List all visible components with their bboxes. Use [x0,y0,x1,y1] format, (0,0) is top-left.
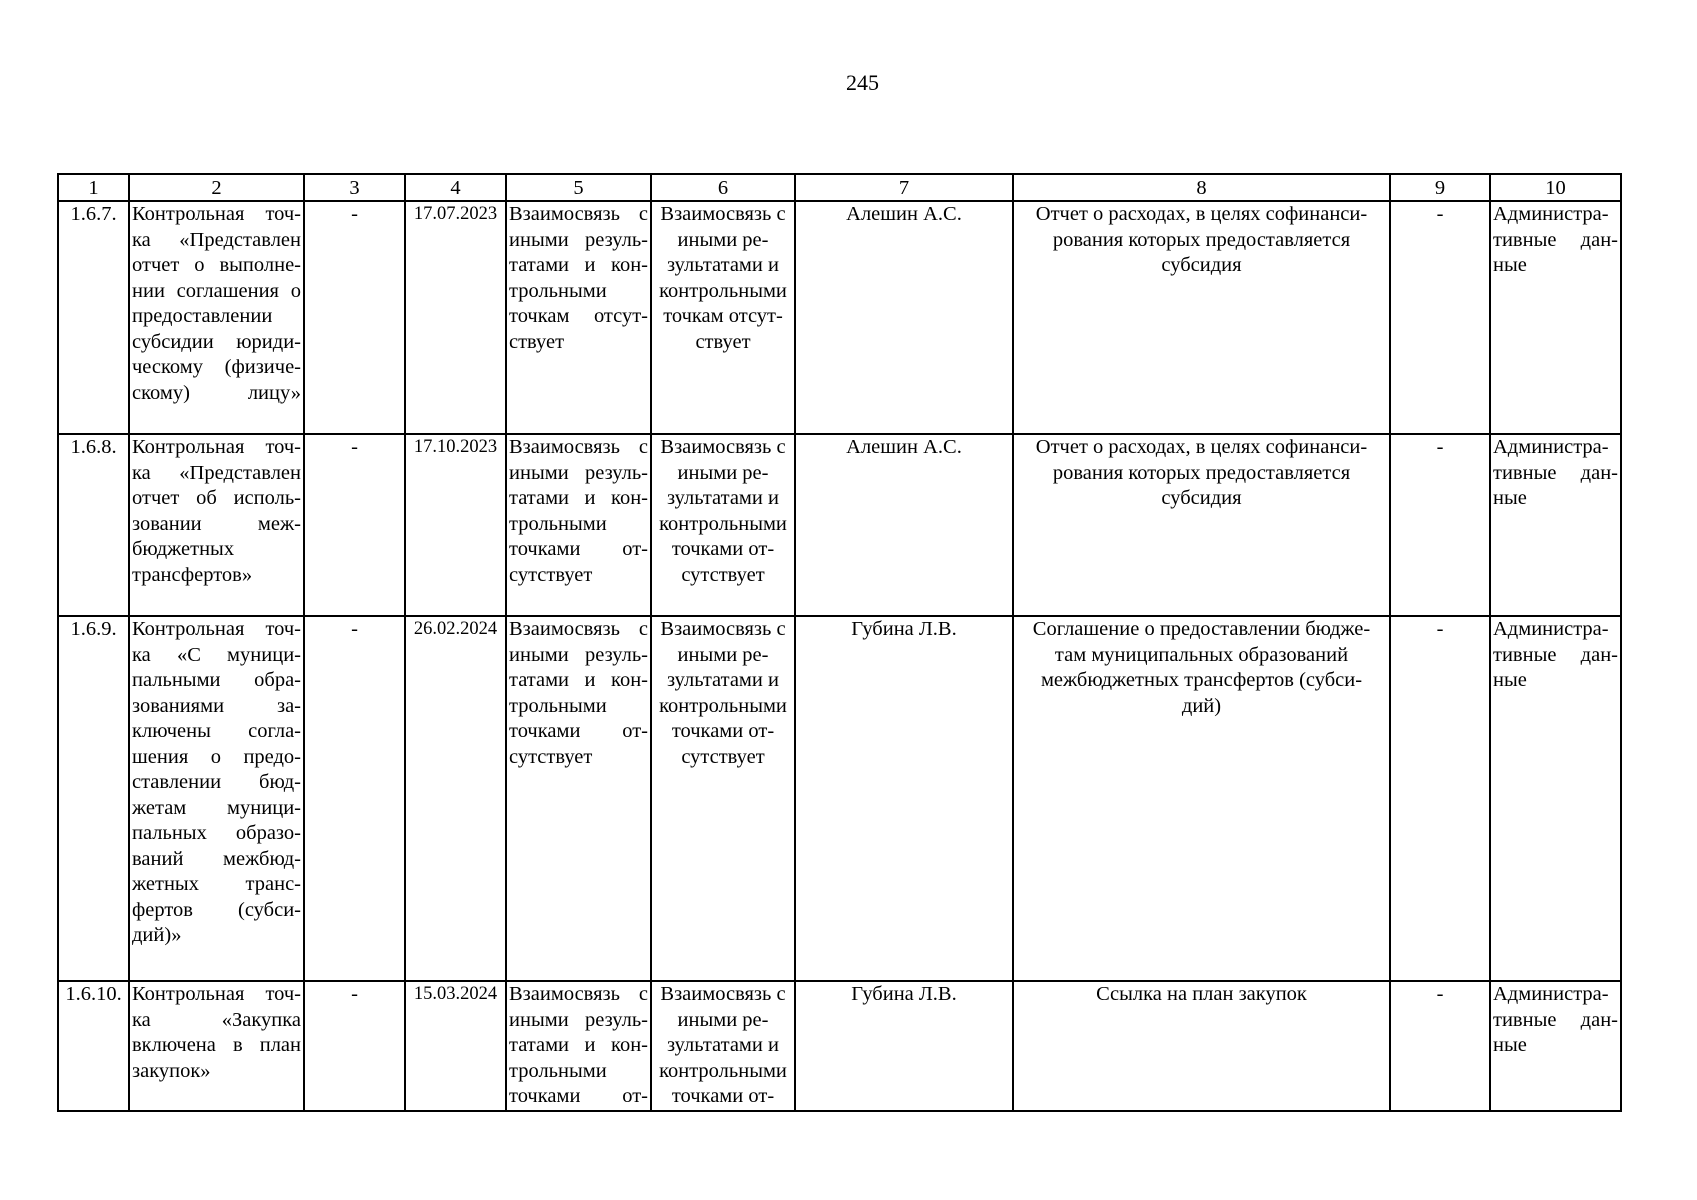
text-line: Администра- [1493,618,1609,640]
text-line: дий) [1181,694,1222,717]
link-results2-cell [651,981,795,1111]
text-line: зованиями за- [132,694,301,717]
text-line: шения о предо- [132,745,301,768]
text-line: Взаимосвязь с [509,436,648,458]
col3-value: - [304,434,405,616]
text-line: иными резуль- [509,461,648,484]
text-line: татами и кон- [509,254,648,276]
text-line: ствует [695,330,751,353]
text-line: дий)» [132,924,182,946]
text-line: субсидия [1161,487,1242,509]
column-header: 6 [651,174,795,201]
due-date: 26.02.2024 [405,616,506,981]
text-line: точками от- [509,538,648,560]
text-line: точками от- [671,720,775,742]
link-results2-cell [651,616,795,981]
text-line: Отчет о расходах, в целях софинанси- [1035,203,1368,225]
text-line: сутствует [681,563,765,586]
text-line: Контрольная точ- [132,203,301,225]
column-header: 8 [1013,174,1390,201]
text-line: тивные дан- [1493,228,1618,251]
text-line: Ссылка на план закупок [1096,983,1307,1005]
text-line: Взаимосвязь с [509,618,648,640]
text-line: контрольными [659,694,787,717]
row-number: 1.6.8. [58,434,129,616]
text-line: зовании меж- [132,512,301,535]
text-line: пальными обра- [132,669,301,691]
text-line: предоставлении [132,305,273,327]
text-line: ка «Представлен [132,461,301,484]
text-line: Администра- [1493,203,1609,225]
text-line: Контрольная точ- [132,618,301,640]
text-line: Взаимосвязь с [509,983,648,1005]
text-line: Контрольная точ- [132,983,301,1005]
text-line: трольными [509,512,607,535]
text-line: Соглашение о предоставлении бюдже- [1032,618,1371,640]
responsible-person: Алешин А.С. [795,201,1013,434]
control-point-name [129,981,304,1111]
responsible-person: Губина Л.В. [795,616,1013,981]
text-line: иными ре- [677,228,769,251]
text-line: Взаимосвязь с [660,436,786,458]
text-line: ные [1493,1034,1527,1056]
text-line: ставлении бюд- [132,771,301,793]
column-header: 10 [1490,174,1621,201]
table-row [58,616,1621,981]
column-header: 2 [129,174,304,201]
document-cell [1013,201,1390,434]
text-line: сутствует [509,745,593,768]
row-number: 1.6.7. [58,201,129,434]
text-line: зультатами и [667,669,779,691]
text-line: татами и кон- [509,1034,648,1056]
col9-value: - [1390,616,1490,981]
text-line: межбюджетных трансфертов (субси- [1040,669,1363,691]
text-line: трольными [509,1059,607,1082]
text-line: скому) лицу» [132,381,301,404]
text-line: ные [1493,254,1527,276]
text-line: ка «Закупка [132,1008,301,1031]
document-cell [1013,616,1390,981]
text-line: трансфертов» [132,563,253,586]
text-line: отчет о выполне- [132,254,301,276]
text-line: ческому (физиче- [132,356,301,378]
text-line: иными ре- [677,643,769,666]
control-point-name [129,434,304,616]
col3-value: - [304,201,405,434]
due-date: 17.10.2023 [405,434,506,616]
responsible-person: Губина Л.В. [795,981,1013,1111]
text-line: субсидия [1161,254,1242,276]
text-line: жетных транс- [132,873,301,895]
column-header: 1 [58,174,129,201]
text-line: ные [1493,487,1527,509]
text-line: рования которых предоставляется [1052,461,1351,484]
text-line: татами и кон- [509,487,648,509]
text-line: субсидии юриди- [132,330,301,353]
text-line: фертов (субси- [132,898,301,921]
text-line: точками от- [671,538,775,560]
link-results-cell [506,434,651,616]
text-line: иными ре- [677,461,769,484]
column-header: 5 [506,174,651,201]
due-date: 17.07.2023 [405,201,506,434]
text-line: Администра- [1493,436,1609,458]
text-line: тивные дан- [1493,643,1618,666]
text-line: зультатами и [667,254,779,276]
text-line: зультатами и [667,487,779,509]
text-line: татами и кон- [509,669,648,691]
column-header: 3 [304,174,405,201]
text-line: точками от- [671,1085,775,1107]
table-row [58,201,1621,434]
link-results-cell [506,981,651,1111]
text-line: сутствует [681,745,765,768]
text-line: тивные дан- [1493,1008,1618,1031]
text-line: пальных образо- [132,822,301,844]
text-line: сутствует [509,563,593,586]
control-point-name [129,201,304,434]
text-line: Отчет о расходах, в целях софинанси- [1035,436,1368,458]
text-line: ные [1493,669,1527,691]
column-header: 4 [405,174,506,201]
text-line: точкам отсут- [509,305,648,327]
text-line: иными резуль- [509,1008,648,1031]
col9-value: - [1390,981,1490,1111]
text-line: Взаимосвязь с [660,618,786,640]
text-line: рования которых предоставляется [1052,228,1351,251]
text-line: Контрольная точ- [132,436,301,458]
text-line: ка «С муници- [132,643,301,666]
document-cell [1013,434,1390,616]
text-line: ствует [509,330,565,353]
column-header: 7 [795,174,1013,201]
text-line: иными резуль- [509,643,648,666]
control-point-name [129,616,304,981]
text-line: ключены согла- [132,720,301,742]
text-line: Администра- [1493,983,1609,1005]
text-line: жетам муници- [132,796,301,819]
text-line: Взаимосвязь с [660,203,786,225]
col9-value: - [1390,201,1490,434]
text-line: Взаимосвязь с [660,983,786,1005]
text-line: иными ре- [677,1008,769,1031]
text-line: бюджетных [132,538,235,560]
col3-value: - [304,981,405,1111]
data-source-cell [1490,616,1621,981]
text-line: зультатами и [667,1034,779,1056]
table-row [58,981,1621,1111]
text-line: точкам отсут- [663,305,783,327]
text-line: ваний межбюд- [132,847,301,870]
link-results-cell [506,201,651,434]
text-line: нии соглашения о [132,279,301,302]
text-line: иными резуль- [509,228,648,251]
text-line: трольными [509,694,607,717]
text-line: контрольными [659,1059,787,1082]
responsible-person: Алешин А.С. [795,434,1013,616]
text-line: Взаимосвязь с [509,203,648,225]
text-line: тивные дан- [1493,461,1618,484]
due-date: 15.03.2024 [405,981,506,1111]
link-results2-cell [651,201,795,434]
document-cell [1013,981,1390,1111]
text-line: ка «Представлен [132,228,301,251]
text-line: там муниципальных образований [1054,643,1349,666]
text-line: отчет об исполь- [132,487,301,509]
text-line: трольными [509,279,607,302]
text-line: закупок» [132,1059,211,1082]
text-line: включена в план [132,1034,301,1056]
text-line: контрольными [659,512,787,535]
link-results2-cell [651,434,795,616]
control-points-table [57,173,1622,1112]
column-header: 9 [1390,174,1490,201]
col3-value: - [304,616,405,981]
text-line: точками от- [509,1085,648,1107]
data-source-cell [1490,981,1621,1111]
data-source-cell [1490,434,1621,616]
table-row [58,434,1621,616]
row-number: 1.6.9. [58,616,129,981]
page-number: 245 [846,70,879,95]
row-number: 1.6.10. [58,981,129,1111]
link-results-cell [506,616,651,981]
text-line: точками от- [509,720,648,742]
header-row [58,174,1621,201]
text-line: контрольными [659,279,787,302]
col9-value: - [1390,434,1490,616]
data-source-cell [1490,201,1621,434]
